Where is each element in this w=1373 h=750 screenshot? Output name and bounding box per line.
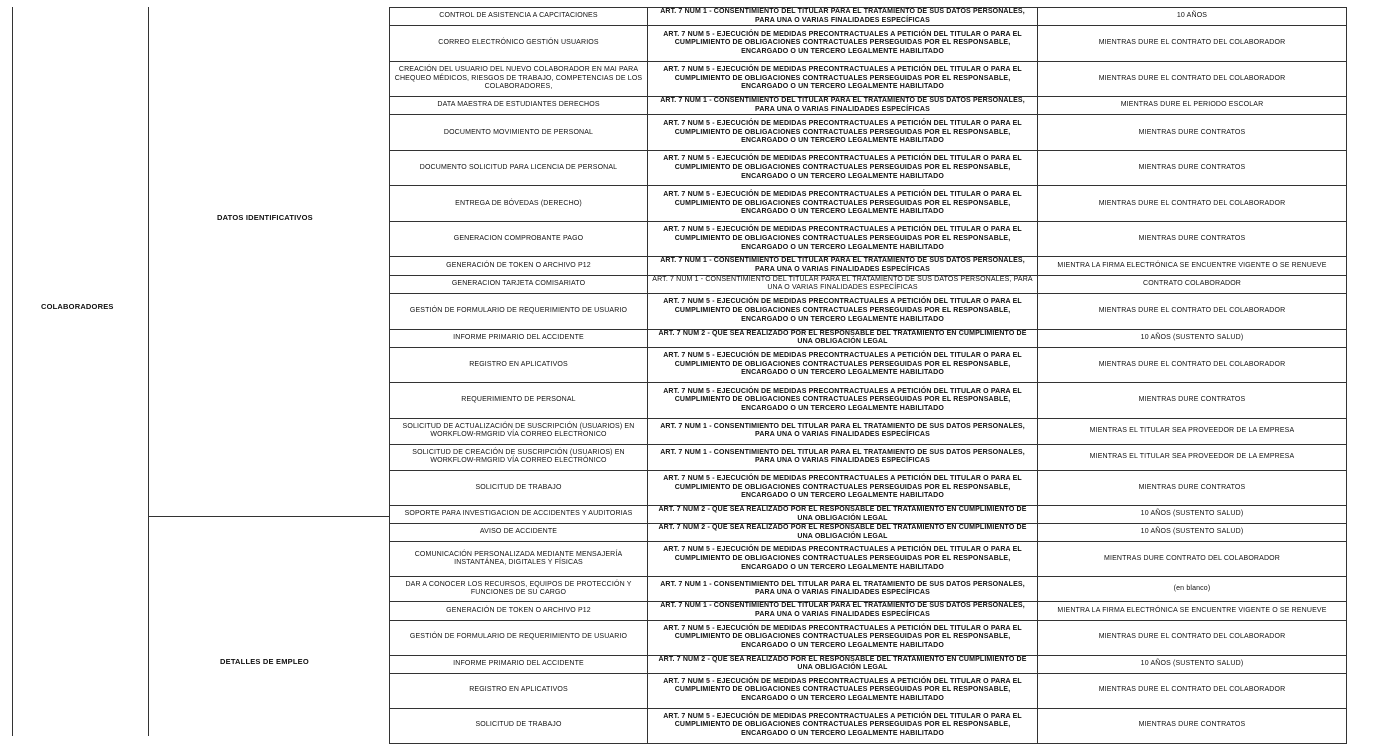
table-row (390, 293, 1347, 329)
retention-cell: MIENTRAS DURE CONTRATO DEL COLABORADOR (1038, 542, 1347, 577)
retention-cell: 10 AÑOS (SUSTENTO SALUD) (1038, 329, 1347, 347)
legal-basis-cell: ART. 7 NUM 2 - QUE SEA REALIZADO POR EL RESPONSABLE DEL TRATAMIENTO EN CUMPLIMIENTO DE UNA OBLIGACIÓN LEGAL (648, 505, 1038, 523)
retention-cell: (en blanco) (1038, 577, 1347, 602)
legal-basis-cell: ART. 7 NUM 5 - EJECUCIÓN DE MEDIDAS PRECONTRACTUALES A PETICIÓN DEL TITULAR O PARA EL CUMPLIMIENTO DE OBLIGACIONES CONTRACTUALES PERSEGUIDAS POR EL RESPONSABLE, ENCARGADO O UN TERCERO LEGALMENTE HABILITADO (648, 293, 1038, 329)
retention-cell: MIENTRAS EL TITULAR SEA PROVEEDOR DE LA EMPRESA (1038, 418, 1347, 444)
activity-cell: REGISTRO EN APLICATIVOS (390, 347, 648, 382)
table-row (390, 275, 1347, 293)
group-label-colaboradores: COLABORADORES (41, 302, 114, 311)
legal-basis-cell: ART. 7 NUM 5 - EJECUCIÓN DE MEDIDAS PRECONTRACTUALES A PETICIÓN DEL TITULAR O PARA EL CUMPLIMIENTO DE OBLIGACIONES CONTRACTUALES PERSEGUIDAS POR EL RESPONSABLE, ENCARGADO O UN TERCERO LEGALMENTE HABILITADO (648, 673, 1038, 708)
retention-cell: MIENTRAS DURE EL CONTRATO DEL COLABORADOR (1038, 347, 1347, 382)
activity-cell: DOCUMENTO SOLICITUD PARA LICENCIA DE PERSONAL (390, 151, 648, 186)
retention-cell: 10 AÑOS (1038, 8, 1347, 26)
table-row (390, 382, 1347, 418)
legal-basis-cell: ART. 7 NUM 1 - CONSENTIMIENTO DEL TITULAR PARA EL TRATAMIENTO DE SUS DATOS PERSONALES, PARA UNA O VARIAS FINALIDADES ESPECÍFICAS (648, 257, 1038, 275)
retention-cell: MIENTRAS DURE CONTRATOS (1038, 382, 1347, 418)
activity-cell: GESTIÓN DE FORMULARIO DE REQUERIMIENTO DE USUARIO (390, 620, 648, 655)
retention-cell: MIENTRAS EL TITULAR SEA PROVEEDOR DE LA EMPRESA (1038, 444, 1347, 470)
retention-cell: MIENTRA LA FIRMA ELECTRÓNICA SE ENCUENTRE VIGENTE O SE RENUEVE (1038, 602, 1347, 620)
legal-basis-cell: ART. 7 NUM 5 - EJECUCIÓN DE MEDIDAS PRECONTRACTUALES A PETICIÓN DEL TITULAR O PARA EL CUMPLIMIENTO DE OBLIGACIONES CONTRACTUALES PERSEGUIDAS POR EL RESPONSABLE, ENCARGADO O UN TERCERO LEGALMENTE HABILITADO (648, 347, 1038, 382)
retention-cell: MIENTRAS DURE CONTRATOS (1038, 470, 1347, 505)
table-row (390, 8, 1347, 26)
legal-basis-cell: ART. 7 NUM 5 - EJECUCIÓN DE MEDIDAS PRECONTRACTUALES A PETICIÓN DEL TITULAR O PARA EL CUMPLIMIENTO DE OBLIGACIONES CONTRACTUALES PERSEGUIDAS POR EL RESPONSABLE, ENCARGADO O UN TERCERO LEGALMENTE HABILITADO (648, 542, 1038, 577)
legal-basis-cell: ART. 7 NUM 1 - CONSENTIMIENTO DEL TITULAR PARA EL TRATAMIENTO DE SUS DATOS PERSONALES, PARA UNA O VARIAS FINALIDADES ESPECÍFICAS (648, 418, 1038, 444)
legal-basis-cell: ART. 7 NUM 5 - EJECUCIÓN DE MEDIDAS PRECONTRACTUALES A PETICIÓN DEL TITULAR O PARA EL CUMPLIMIENTO DE OBLIGACIONES CONTRACTUALES PERSEGUIDAS POR EL RESPONSABLE, ENCARGADO O UN TERCERO LEGALMENTE HABILITADO (648, 151, 1038, 186)
retention-cell: MIENTRAS DURE CONTRATOS (1038, 708, 1347, 743)
subgroup-separator (148, 516, 389, 517)
activity-cell: SOLICITUD DE ACTUALIZACIÓN DE SUSCRIPCIÓN (USUARIOS) EN WORKFLOW-RMGRID VÍA CORREO ELECTRONICO (390, 418, 648, 444)
retention-cell: MIENTRA LA FIRMA ELECTRÓNICA SE ENCUENTRE VIGENTE O SE RENUEVE (1038, 257, 1347, 275)
activity-cell: SOLICITUD DE TRABAJO (390, 470, 648, 505)
legal-basis-cell: ART. 7 NUM 5 - EJECUCIÓN DE MEDIDAS PRECONTRACTUALES A PETICIÓN DEL TITULAR O PARA EL CUMPLIMIENTO DE OBLIGACIONES CONTRACTUALES PERSEGUIDAS POR EL RESPONSABLE, ENCARGADO O UN TERCERO LEGALMENTE HABILITADO (648, 708, 1038, 743)
activity-cell: DOCUMENTO MOVIMIENTO DE PERSONAL (390, 115, 648, 151)
legal-basis-cell: ART. 7 NUM 1 - CONSENTIMIENTO DEL TITULAR PARA EL TRATAMIENTO DE SUS DATOS PERSONALES, PARA UNA O VARIAS FINALIDADES ESPECÍFICAS (648, 97, 1038, 115)
table-row (390, 577, 1347, 602)
table-row (390, 655, 1347, 673)
table-row (390, 222, 1347, 257)
legal-basis-cell: ART. 7 NUM 5 - EJECUCIÓN DE MEDIDAS PRECONTRACTUALES A PETICIÓN DEL TITULAR O PARA EL CUMPLIMIENTO DE OBLIGACIONES CONTRACTUALES PERSEGUIDAS POR EL RESPONSABLE, ENCARGADO O UN TERCERO LEGALMENTE HABILITADO (648, 222, 1038, 257)
table-row (390, 257, 1347, 275)
legal-basis-cell: ART. 7 NUM 1 - CONSENTIMIENTO DEL TITULAR PARA EL TRATAMIENTO DE SUS DATOS PERSONALES, PARA UNA O VARIAS FINALIDADES ESPECÍFICAS (648, 8, 1038, 26)
activity-cell: DATA MAESTRA DE ESTUDIANTES DERECHOS (390, 97, 648, 115)
table-row (390, 505, 1347, 523)
legal-basis-cell: ART. 7 NUM 1 - CONSENTIMIENTO DEL TITULAR PARA EL TRATAMIENTO DE SUS DATOS PERSONALES, PARA UNA O VARIAS FINALIDADES ESPECÍFICAS (648, 275, 1038, 293)
activity-cell: COMUNICACIÓN PERSONALIZADA MEDIANTE MENSAJERÍA INSTANTÁNEA, DIGITALES Y FÍSICAS (390, 542, 648, 577)
legal-basis-cell: ART. 7 NUM 1 - CONSENTIMIENTO DEL TITULAR PARA EL TRATAMIENTO DE SUS DATOS PERSONALES, PARA UNA O VARIAS FINALIDADES ESPECÍFICAS (648, 444, 1038, 470)
activity-cell: GENERACIÓN DE TOKEN O ARCHIVO P12 (390, 257, 648, 275)
activity-cell: INFORME PRIMARIO DEL ACCIDENTE (390, 329, 648, 347)
table-row (390, 444, 1347, 470)
group-label-datos-identificativos: DATOS IDENTIFICATIVOS (217, 213, 313, 222)
retention-cell: MIENTRAS DURE CONTRATOS (1038, 151, 1347, 186)
table-row (390, 602, 1347, 620)
table-row (390, 620, 1347, 655)
retention-cell: 10 AÑOS (SUSTENTO SALUD) (1038, 524, 1347, 542)
treatment-table (389, 7, 1347, 744)
activity-cell: ENTREGA DE BÓVEDAS (DERECHO) (390, 186, 648, 222)
table-row (390, 97, 1347, 115)
retention-cell: MIENTRAS DURE EL CONTRATO DEL COLABORADOR (1038, 62, 1347, 97)
legal-basis-cell: ART. 7 NUM 5 - EJECUCIÓN DE MEDIDAS PRECONTRACTUALES A PETICIÓN DEL TITULAR O PARA EL CUMPLIMIENTO DE OBLIGACIONES CONTRACTUALES PERSEGUIDAS POR EL RESPONSABLE, ENCARGADO O UN TERCERO LEGALMENTE HABILITADO (648, 62, 1038, 97)
activity-cell: CORREO ELECTRÓNICO GESTIÓN USUARIOS (390, 26, 648, 62)
activity-cell: REQUERIMIENTO DE PERSONAL (390, 382, 648, 418)
activity-cell: SOLICITUD DE CREACIÓN DE SUSCRIPCIÓN (USUARIOS) EN WORKFLOW-RMGRID VÍA CORREO ELECTRÓNICO (390, 444, 648, 470)
group-label-detalles-de-empleo: DETALLES DE EMPLEO (220, 657, 309, 666)
activity-cell: CONTROL DE ASISTENCIA A CAPCITACIONES (390, 8, 648, 26)
retention-cell: MIENTRAS DURE EL PERIODO ESCOLAR (1038, 97, 1347, 115)
table-row (390, 524, 1347, 542)
table-row (390, 329, 1347, 347)
table-row (390, 708, 1347, 743)
table-row (390, 542, 1347, 577)
activity-cell: DAR A CONOCER LOS RECURSOS, EQUIPOS DE PROTECCIÓN Y FUNCIONES DE SU CARGO (390, 577, 648, 602)
retention-cell: MIENTRAS DURE EL CONTRATO DEL COLABORADOR (1038, 293, 1347, 329)
activity-cell: AVISO DE ACCIDENTE (390, 524, 648, 542)
retention-cell: MIENTRAS DURE EL CONTRATO DEL COLABORADOR (1038, 26, 1347, 62)
retention-cell: MIENTRAS DURE CONTRATOS (1038, 222, 1347, 257)
retention-cell: MIENTRAS DURE EL CONTRATO DEL COLABORADOR (1038, 620, 1347, 655)
retention-cell: MIENTRAS DURE EL CONTRATO DEL COLABORADOR (1038, 186, 1347, 222)
activity-cell: SOPORTE PARA INVESTIGACION DE ACCIDENTES Y AUDITORIAS (390, 505, 648, 523)
table-row (390, 418, 1347, 444)
table-row (390, 347, 1347, 382)
group-column-divider (148, 7, 149, 736)
table-row (390, 470, 1347, 505)
activity-cell: GESTIÓN DE FORMULARIO DE REQUERIMIENTO DE USUARIO (390, 293, 648, 329)
table-row (390, 115, 1347, 151)
activity-cell: REGISTRO EN APLICATIVOS (390, 673, 648, 708)
activity-cell: GENERACION COMPROBANTE PAGO (390, 222, 648, 257)
legal-basis-cell: ART. 7 NUM 5 - EJECUCIÓN DE MEDIDAS PRECONTRACTUALES A PETICIÓN DEL TITULAR O PARA EL CUMPLIMIENTO DE OBLIGACIONES CONTRACTUALES PERSEGUIDAS POR EL RESPONSABLE, ENCARGADO O UN TERCERO LEGALMENTE HABILITADO (648, 115, 1038, 151)
legal-basis-cell: ART. 7 NUM 5 - EJECUCIÓN DE MEDIDAS PRECONTRACTUALES A PETICIÓN DEL TITULAR O PARA EL CUMPLIMIENTO DE OBLIGACIONES CONTRACTUALES PERSEGUIDAS POR EL RESPONSABLE, ENCARGADO O UN TERCERO LEGALMENTE HABILITADO (648, 620, 1038, 655)
legal-basis-cell: ART. 7 NUM 2 - QUE SEA REALIZADO POR EL RESPONSABLE DEL TRATAMIENTO EN CUMPLIMIENTO DE UNA OBLIGACIÓN LEGAL (648, 655, 1038, 673)
activity-cell: SOLICITUD DE TRABAJO (390, 708, 648, 743)
table-row (390, 26, 1347, 62)
activity-cell: INFORME PRIMARIO DEL ACCIDENTE (390, 655, 648, 673)
outer-left-border (12, 7, 13, 736)
legal-basis-cell: ART. 7 NUM 1 - CONSENTIMIENTO DEL TITULAR PARA EL TRATAMIENTO DE SUS DATOS PERSONALES, PARA UNA O VARIAS FINALIDADES ESPECÍFICAS (648, 577, 1038, 602)
table-row (390, 186, 1347, 222)
retention-cell: MIENTRAS DURE CONTRATOS (1038, 115, 1347, 151)
activity-cell: GENERACIÓN DE TOKEN O ARCHIVO P12 (390, 602, 648, 620)
legal-basis-cell: ART. 7 NUM 5 - EJECUCIÓN DE MEDIDAS PRECONTRACTUALES A PETICIÓN DEL TITULAR O PARA EL CUMPLIMIENTO DE OBLIGACIONES CONTRACTUALES PERSEGUIDAS POR EL RESPONSABLE, ENCARGADO O UN TERCERO LEGALMENTE HABILITADO (648, 186, 1038, 222)
legal-basis-cell: ART. 7 NUM 5 - EJECUCIÓN DE MEDIDAS PRECONTRACTUALES A PETICIÓN DEL TITULAR O PARA EL CUMPLIMIENTO DE OBLIGACIONES CONTRACTUALES PERSEGUIDAS POR EL RESPONSABLE, ENCARGADO O UN TERCERO LEGALMENTE HABILITADO (648, 470, 1038, 505)
table-row (390, 151, 1347, 186)
retention-cell: 10 AÑOS (SUSTENTO SALUD) (1038, 505, 1347, 523)
retention-cell: 10 AÑOS (SUSTENTO SALUD) (1038, 655, 1347, 673)
legal-basis-cell: ART. 7 NUM 5 - EJECUCIÓN DE MEDIDAS PRECONTRACTUALES A PETICIÓN DEL TITULAR O PARA EL CUMPLIMIENTO DE OBLIGACIONES CONTRACTUALES PERSEGUIDAS POR EL RESPONSABLE, ENCARGADO O UN TERCERO LEGALMENTE HABILITADO (648, 382, 1038, 418)
legal-basis-cell: ART. 7 NUM 2 - QUE SEA REALIZADO POR EL RESPONSABLE DEL TRATAMIENTO EN CUMPLIMIENTO DE UNA OBLIGACIÓN LEGAL (648, 329, 1038, 347)
legal-basis-cell: ART. 7 NUM 1 - CONSENTIMIENTO DEL TITULAR PARA EL TRATAMIENTO DE SUS DATOS PERSONALES, PARA UNA O VARIAS FINALIDADES ESPECÍFICAS (648, 602, 1038, 620)
table-row (390, 673, 1347, 708)
activity-cell: CREACIÓN DEL USUARIO DEL NUEVO COLABORADOR EN MAI PARA CHEQUEO MÉDICOS, RIESGOS DE TRABAJO, COMPETENCIAS DE LOS COLABORADORES, (390, 62, 648, 97)
activity-cell: GENERACION TARJETA COMISARIATO (390, 275, 648, 293)
table-row (390, 62, 1347, 97)
retention-cell: MIENTRAS DURE EL CONTRATO DEL COLABORADOR (1038, 673, 1347, 708)
retention-cell: CONTRATO COLABORADOR (1038, 275, 1347, 293)
legal-basis-cell: ART. 7 NUM 2 - QUE SEA REALIZADO POR EL RESPONSABLE DEL TRATAMIENTO EN CUMPLIMIENTO DE UNA OBLIGACIÓN LEGAL (648, 524, 1038, 542)
legal-basis-cell: ART. 7 NUM 5 - EJECUCIÓN DE MEDIDAS PRECONTRACTUALES A PETICIÓN DEL TITULAR O PARA EL CUMPLIMIENTO DE OBLIGACIONES CONTRACTUALES PERSEGUIDAS POR EL RESPONSABLE, ENCARGADO O UN TERCERO LEGALMENTE HABILITADO (648, 26, 1038, 62)
